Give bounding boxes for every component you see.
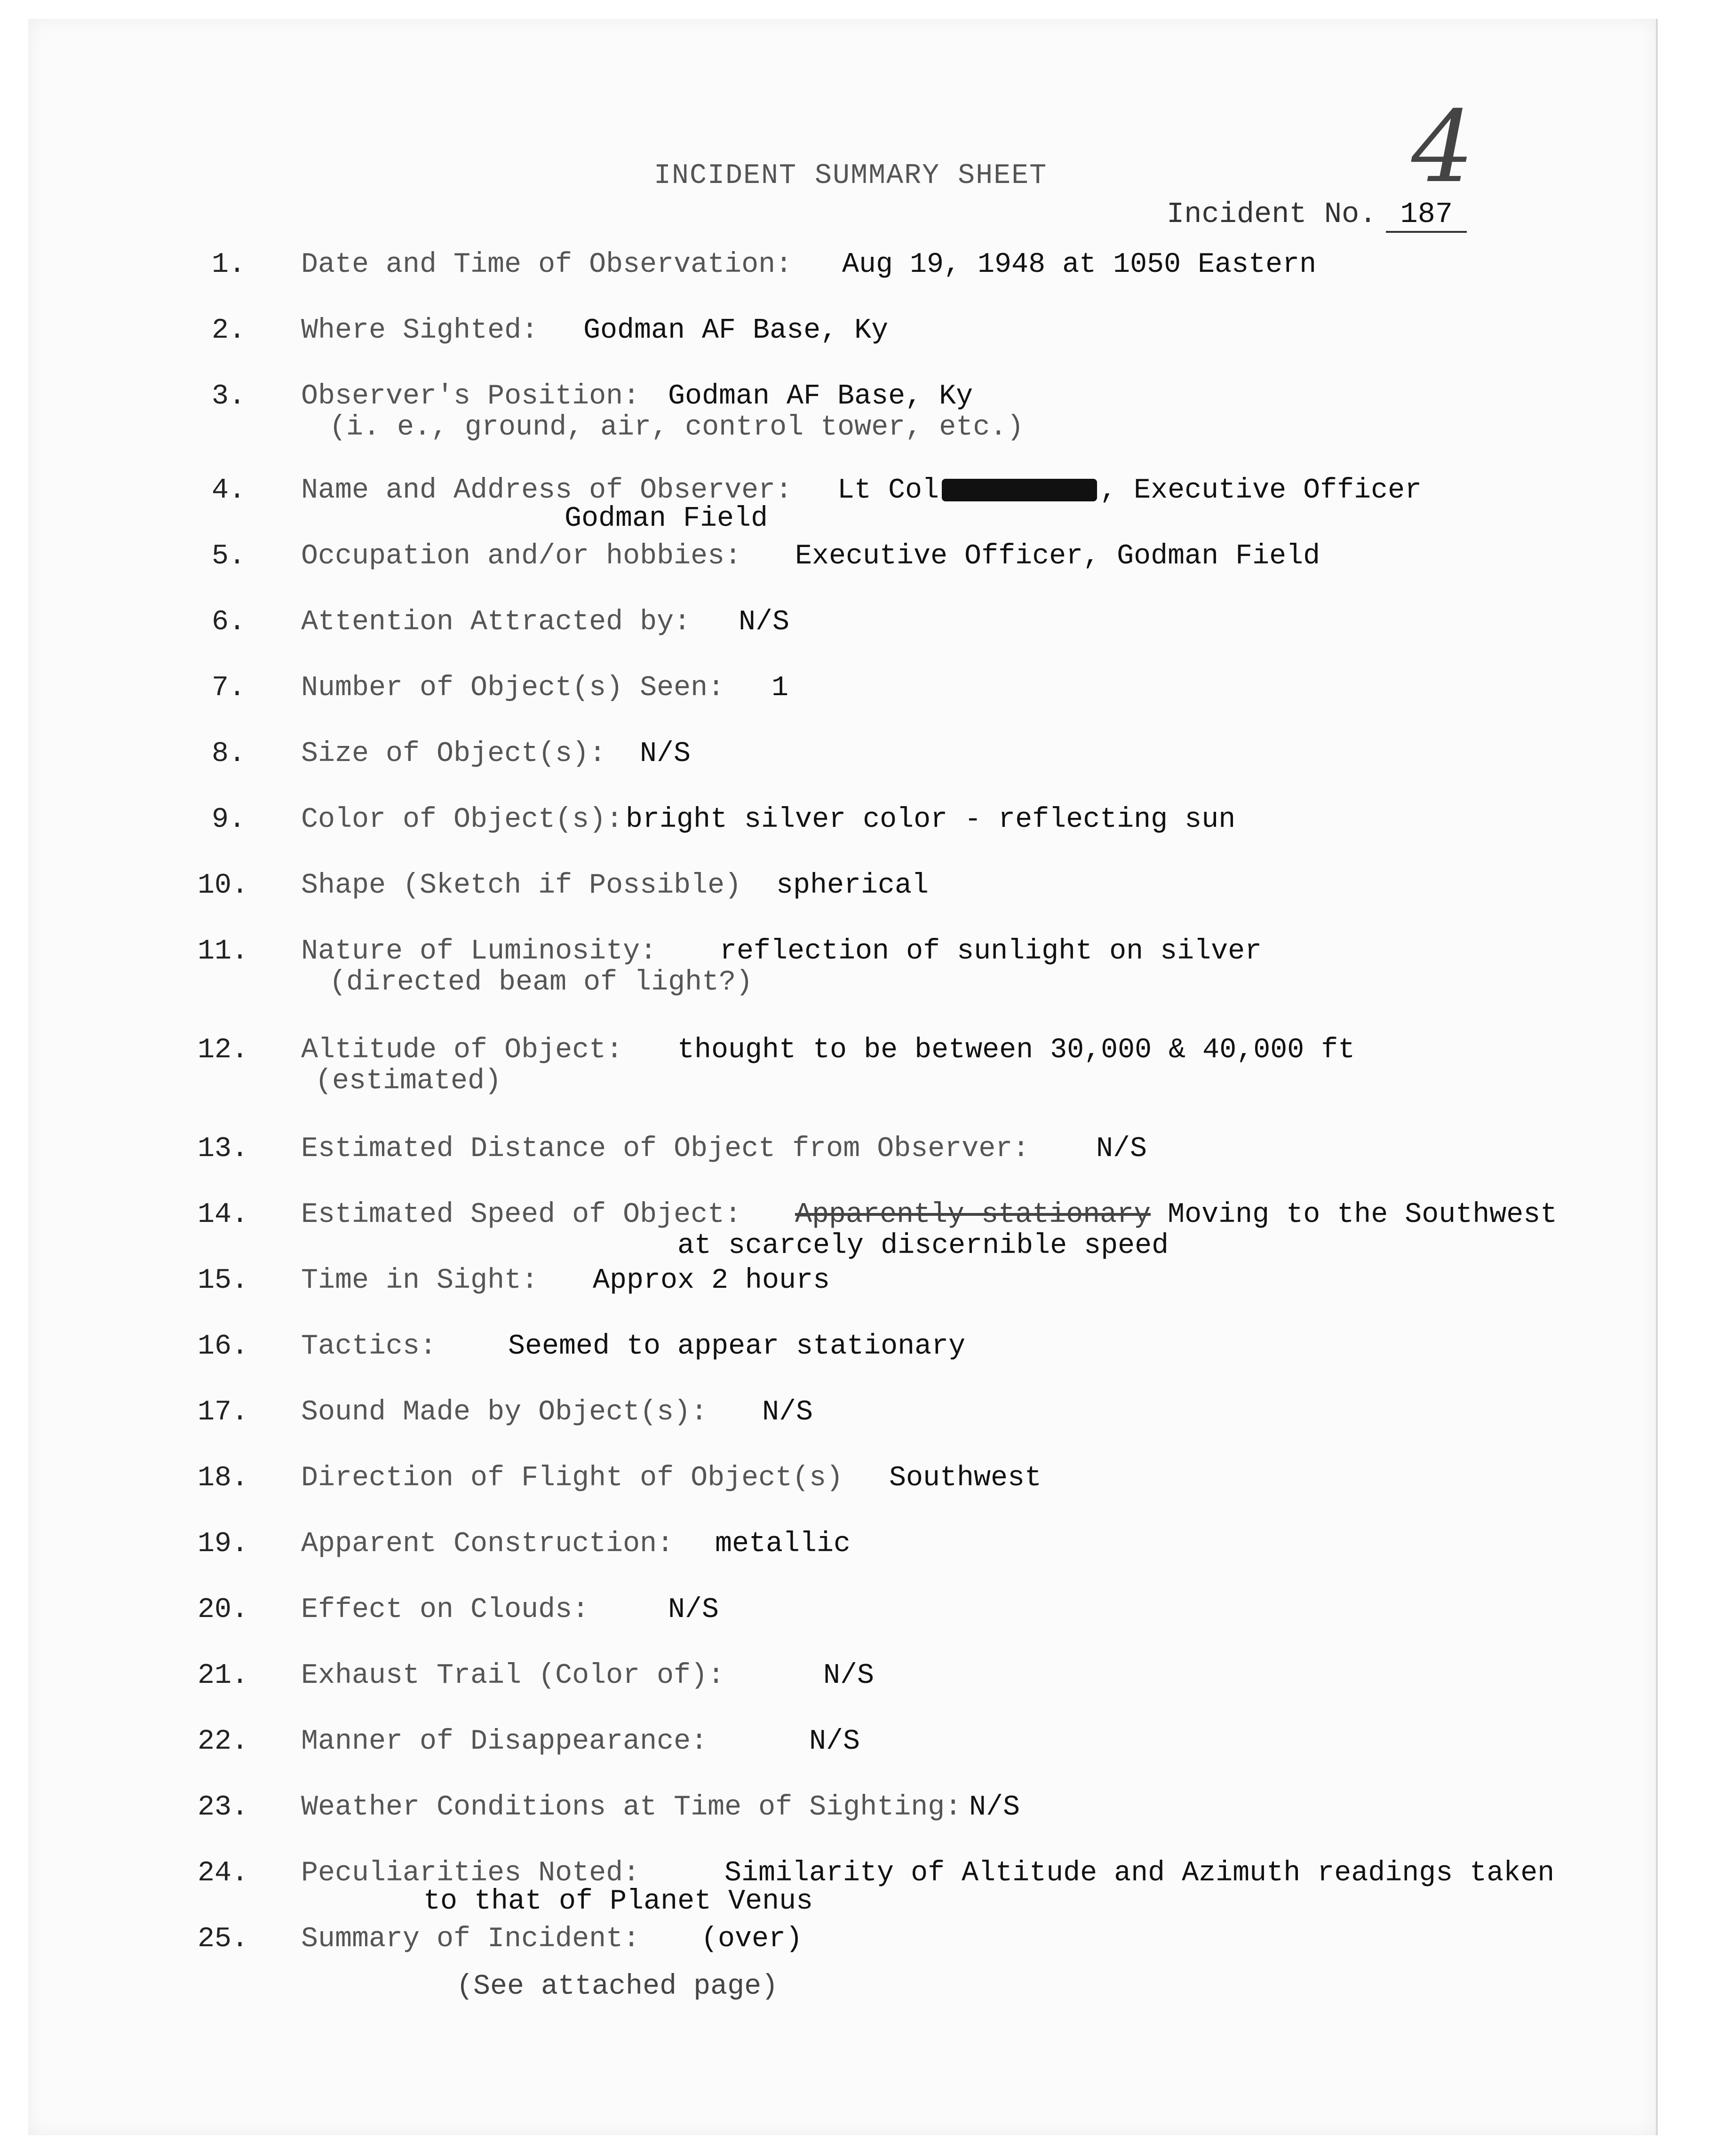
item-number: 8.: [212, 738, 246, 770]
item-value: Seemed to appear stationary: [508, 1331, 966, 1363]
item-number: 5.: [212, 540, 246, 572]
item-label: Size of Object(s):: [301, 738, 606, 770]
item-number: 3.: [212, 380, 246, 412]
item-value: N/S: [668, 1594, 719, 1626]
item-value: bright silver color - reflecting sun: [626, 804, 1236, 836]
item-number: 6.: [212, 606, 246, 638]
incident-number-label: Incident No.: [1167, 198, 1377, 231]
item-label: Effect on Clouds:: [301, 1594, 589, 1626]
item-number: 13.: [198, 1133, 249, 1165]
document-title: INCIDENT SUMMARY SHEET: [654, 160, 1048, 192]
redaction-mark: [942, 479, 1097, 501]
item-number: 18.: [198, 1462, 249, 1494]
item-value: N/S: [739, 606, 790, 638]
item-label: Altitude of Object:: [301, 1034, 623, 1066]
item-value: (over): [701, 1923, 803, 1955]
item-label: Observer's Position:: [301, 380, 640, 412]
item-value: [795, 1199, 1557, 1230]
item-label: Direction of Flight of Object(s): [301, 1462, 843, 1494]
item-number: 14.: [198, 1199, 249, 1231]
item-label: Peculiarities Noted:: [301, 1857, 640, 1889]
document-page: [28, 19, 1658, 2135]
struck-text: Apparently stationary: [795, 1199, 1151, 1231]
item-value: thought to be between 30,000 & 40,000 ft: [677, 1034, 1355, 1066]
item-number: 12.: [198, 1034, 249, 1066]
item-number: 23.: [198, 1791, 249, 1823]
item-number: 16.: [198, 1331, 249, 1363]
item-sublabel: (i. e., ground, air, control tower, etc.): [329, 412, 1024, 444]
item-label: Apparent Construction:: [301, 1528, 674, 1560]
item-number: 11.: [198, 935, 249, 967]
item-label: Name and Address of Observer:: [301, 475, 793, 507]
item-label: Where Sighted:: [301, 315, 539, 347]
item-label: Time in Sight:: [301, 1265, 539, 1297]
item-number: 17.: [198, 1396, 249, 1428]
item-value: N/S: [640, 738, 691, 770]
item-value: Approx 2 hours: [593, 1265, 830, 1297]
item-number: 22.: [198, 1726, 249, 1758]
observer-rank: Lt Col: [837, 475, 939, 507]
item-value: reflection of sunlight on silver: [720, 935, 1262, 967]
observer-title: , Executive Officer: [1100, 475, 1422, 507]
item-number: 15.: [198, 1265, 249, 1297]
item-number: 9.: [212, 804, 246, 836]
speed-value: Moving to the Southwest: [1168, 1199, 1558, 1231]
item-subvalue: to that of Planet Venus: [423, 1886, 813, 1918]
incident-number-value: 187: [1386, 198, 1467, 233]
item-label: Occupation and/or hobbies:: [301, 540, 742, 572]
item-label: Date and Time of Observation:: [301, 249, 793, 281]
item-label: Summary of Incident:: [301, 1923, 640, 1955]
item-subvalue: at scarcely discernible speed: [677, 1230, 1169, 1262]
item-number: 20.: [198, 1594, 249, 1626]
item-value: Executive Officer, Godman Field: [795, 540, 1320, 572]
item-value: N/S: [809, 1726, 860, 1758]
item-value: Southwest: [889, 1462, 1042, 1494]
item-label: Number of Object(s) Seen:: [301, 672, 725, 704]
item-number: 7.: [212, 672, 246, 704]
item-subvalue: Godman Field: [565, 503, 768, 535]
item-value: Godman AF Base, Ky: [583, 315, 889, 347]
item-number: 24.: [198, 1857, 249, 1889]
item-label: Sound Made by Object(s):: [301, 1396, 708, 1428]
item-value: spherical: [776, 870, 929, 902]
item-value: N/S: [823, 1660, 875, 1692]
item-label: Weather Conditions at Time of Sighting:: [301, 1791, 962, 1823]
item-number: 25.: [198, 1923, 249, 1955]
item-label: Shape (Sketch if Possible): [301, 870, 742, 902]
item-label: Estimated Speed of Object:: [301, 1199, 742, 1231]
item-number: 10.: [198, 870, 249, 902]
item-value: Godman AF Base, Ky: [668, 380, 973, 412]
handwritten-mark: 4: [1411, 89, 1474, 205]
item-label: Estimated Distance of Object from Observer:: [301, 1133, 1030, 1165]
item-label: Attention Attracted by:: [301, 606, 691, 638]
item-label: Nature of Luminosity:: [301, 935, 657, 967]
item-number: 19.: [198, 1528, 249, 1560]
footer-note: (See attached page): [456, 1971, 779, 2003]
item-value: N/S: [762, 1396, 813, 1428]
item-value: Aug 19, 1948 at 1050 Eastern: [842, 249, 1317, 281]
item-value: Similarity of Altitude and Azimuth readings taken: [724, 1857, 1555, 1889]
item-number: 1.: [212, 249, 246, 281]
item-number: 21.: [198, 1660, 249, 1692]
incident-number-field: [1167, 198, 1467, 233]
item-label: Color of Object(s):: [301, 804, 623, 836]
item-value: metallic: [715, 1528, 851, 1560]
item-number: 2.: [212, 315, 246, 347]
item-value: N/S: [1096, 1133, 1147, 1165]
item-label: Exhaust Trail (Color of):: [301, 1660, 725, 1692]
item-value: N/S: [969, 1791, 1020, 1823]
item-sublabel: (directed beam of light?): [329, 967, 753, 999]
item-sublabel: (estimated): [315, 1065, 502, 1097]
item-label: Tactics:: [301, 1331, 437, 1363]
item-label: Manner of Disappearance:: [301, 1726, 708, 1758]
item-number: 4.: [212, 475, 246, 507]
item-value: 1: [772, 672, 789, 704]
item-value: [837, 475, 1422, 506]
